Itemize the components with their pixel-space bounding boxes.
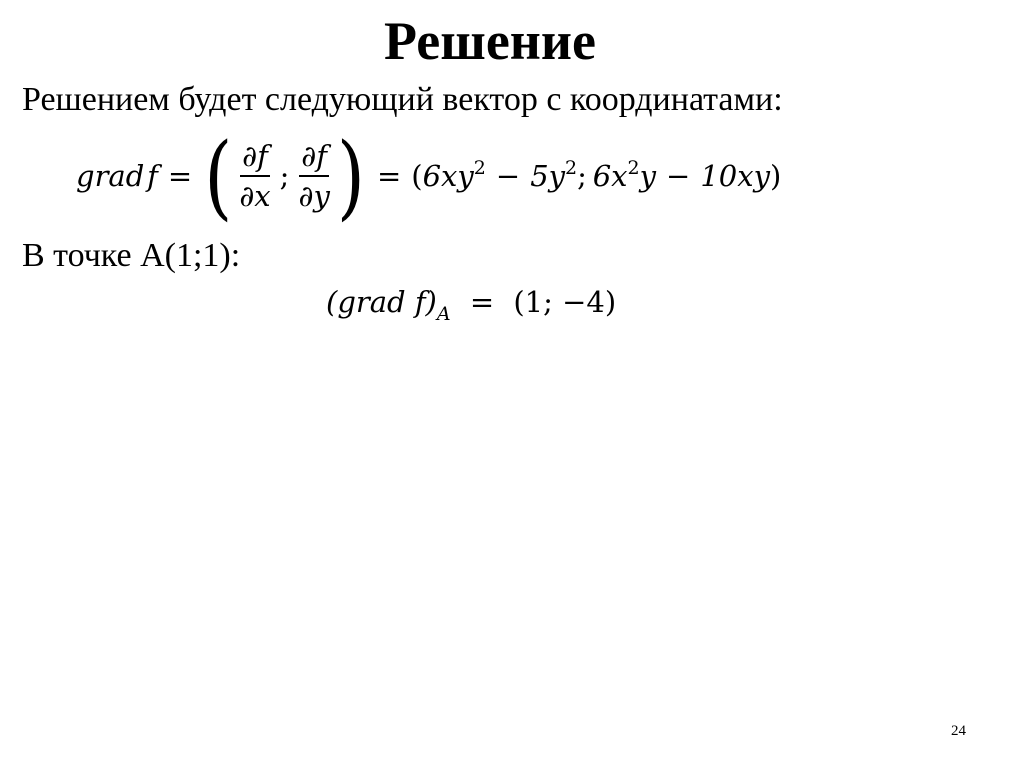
- result-subscript: A: [436, 303, 451, 325]
- gradient-components: ($6xy^2 - 5y^2$; $6x^2y - 10xy$): [411, 157, 782, 193]
- gradient-at-point: [326, 282, 617, 325]
- minus-1: −: [495, 159, 521, 193]
- result-value: (1; −4): [513, 285, 617, 319]
- formula-f: f: [147, 159, 158, 193]
- term-4: 10xy: [700, 159, 770, 193]
- partial-separator: ;: [279, 159, 290, 193]
- minus-2: −: [666, 159, 691, 193]
- formula-close-paren: ): [336, 122, 365, 230]
- partial-y-numerator: ∂f: [299, 139, 329, 177]
- formula-equals-2: =: [376, 159, 402, 193]
- result-lhs: (grad f): [326, 285, 437, 319]
- page-number: 24: [951, 723, 966, 739]
- formula-open-paren: (: [204, 122, 233, 230]
- coordinate-separator: ;: [577, 159, 587, 193]
- point-text: В точке А(1;1):: [22, 237, 241, 274]
- term-3-exponent: 2: [627, 157, 640, 179]
- partial-y-denominator: ∂y: [298, 179, 330, 213]
- formula-equals-1: =: [167, 159, 193, 193]
- result-equals: =: [469, 285, 495, 319]
- partial-derivative-x: [237, 139, 272, 213]
- partial-x-denominator: ∂x: [239, 179, 271, 213]
- term-3-tail: y: [639, 159, 656, 193]
- formula-grad: grad: [76, 159, 145, 193]
- term-3: 6x: [592, 159, 628, 193]
- term-1-exponent: 2: [473, 157, 486, 179]
- formula-lhs: [76, 159, 158, 193]
- term-2-exponent: 2: [565, 157, 578, 179]
- term-1: 6xy: [422, 159, 474, 193]
- intro-text: Решением будет следующий вектор с координатами:: [22, 81, 783, 118]
- slide-title: Решение: [384, 11, 596, 71]
- partial-derivative-y: [296, 139, 331, 213]
- partial-x-numerator: ∂f: [240, 139, 270, 177]
- term-2: 5y: [530, 159, 566, 193]
- gradient-formula: [76, 122, 782, 230]
